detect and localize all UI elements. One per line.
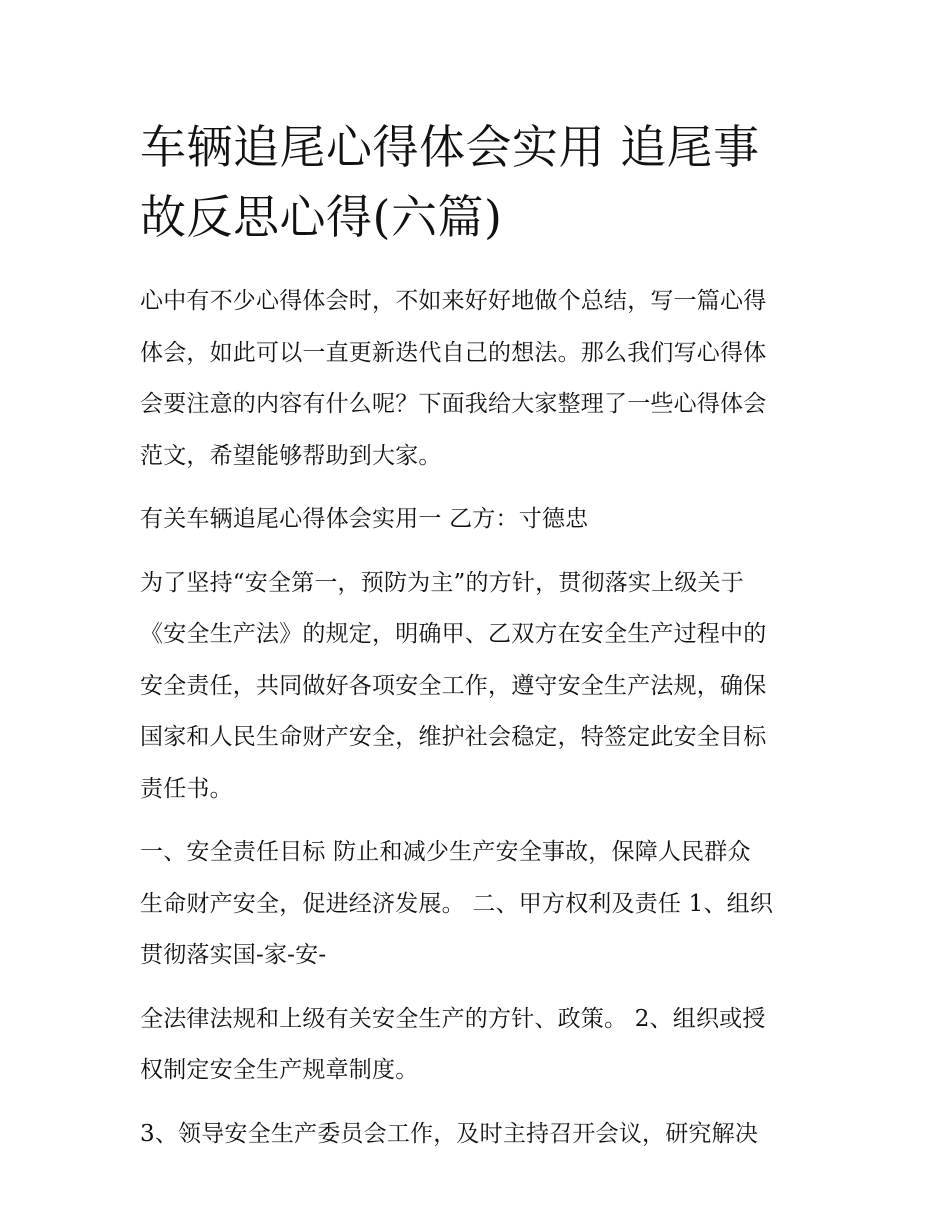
- text-line: 范文，希望能够帮助到大家。: [140, 442, 442, 469]
- document-title: [140, 112, 820, 252]
- paragraph-responsibility-target: [140, 827, 820, 982]
- paragraph-committee: [140, 1109, 820, 1161]
- text-line: 国家和人民生命财产安全，维护社会稳定，特签定此安全目标: [140, 724, 767, 750]
- text-line: 《安全生产法》的规定，明确甲、乙双方在安全生产过程中的: [140, 621, 767, 647]
- text-line: 3、领导安全生产委员会工作，及时主持召开会议，研究解决: [140, 1120, 759, 1147]
- text-line: 体会，如此可以一直更新迭代自己的想法。那么我们写心得体: [140, 339, 767, 366]
- title-line: 故反思心得(六篇): [140, 190, 503, 244]
- text-line: 权制定安全生产规章制度。: [140, 1057, 419, 1083]
- text-line: 安全责任，共同做好各项安全工作，遵守安全生产法规，确保: [140, 672, 767, 699]
- text-line: 生命财产安全，促进经济发展。 二、甲方权利及责任 1、组织: [140, 890, 774, 917]
- text-line: 责任书。: [140, 775, 233, 802]
- paragraph-intro: [140, 276, 820, 482]
- text-line: 贯彻落实国-家-安-: [140, 942, 327, 968]
- paragraph-laws: [140, 994, 820, 1097]
- text-line: 为了坚持“安全第一，预防为主”的方针，贯彻落实上级关于: [140, 569, 744, 596]
- text-line: 全法律法规和上级有关安全生产的方针、政策。 2、组织或授: [140, 1005, 766, 1032]
- text-line: 一、安全责任目标 防止和减少生产安全事故，保障人民群众: [140, 839, 751, 865]
- text-line: 心中有不少心得体会时，不如来好好地做个总结，写一篇心得: [140, 288, 767, 314]
- text-line: 有关车辆追尾心得体会实用一 乙方：寸德忠: [140, 506, 589, 532]
- paragraph-purpose: [140, 558, 820, 816]
- text-line: 会要注意的内容有什么呢？下面我给大家整理了一些心得体会: [140, 391, 767, 417]
- paragraph-section-heading: [140, 494, 820, 546]
- title-line: 车辆追尾心得体会实用 追尾事: [140, 120, 760, 174]
